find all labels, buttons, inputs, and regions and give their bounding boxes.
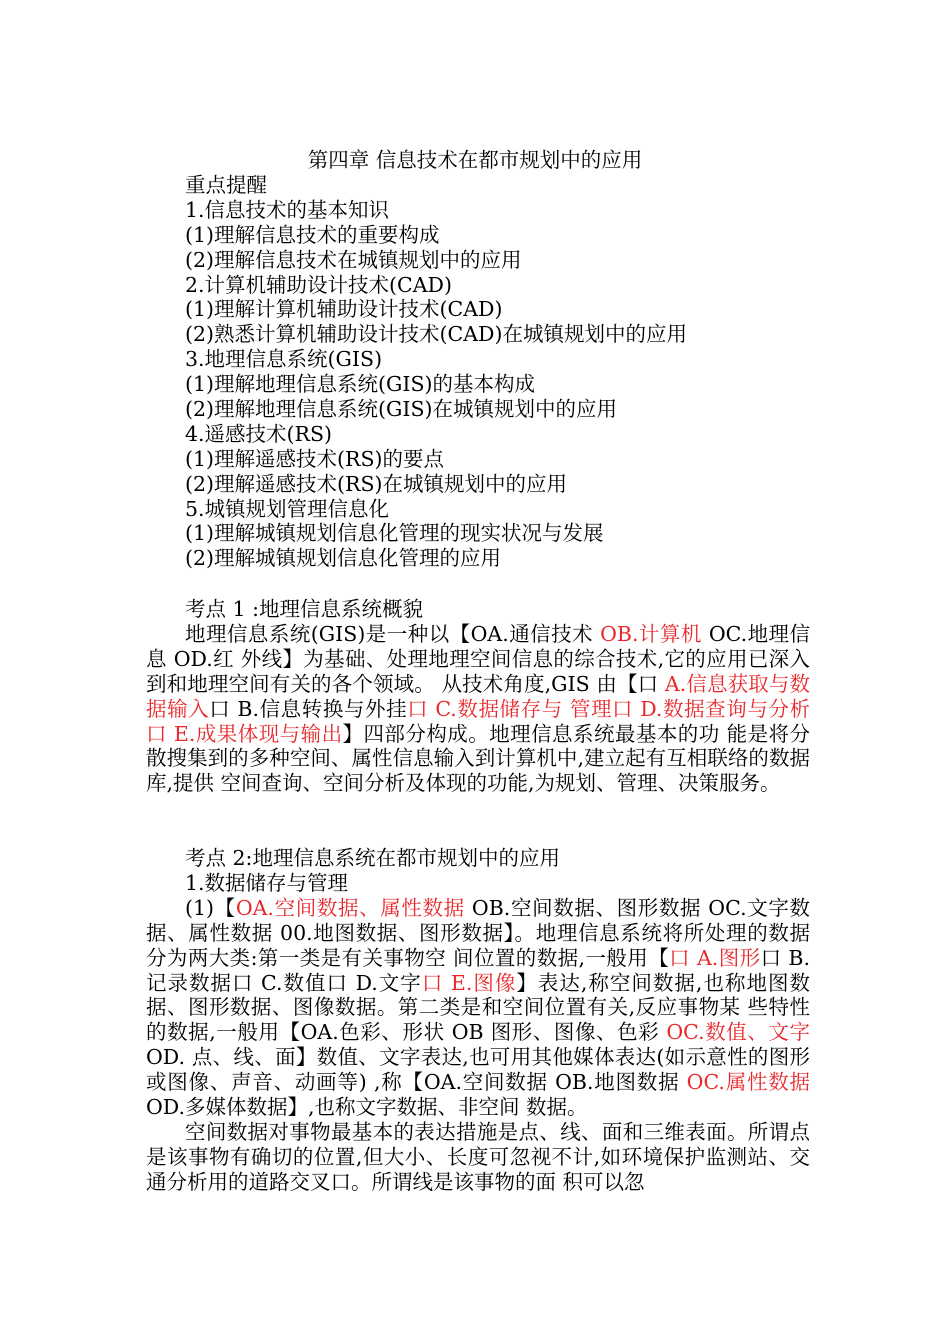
text-run: OC.地理信息 OD.红 外线】为基础、处理地理空间信息的综合技术,它的应用已深入到和地理空间有关的各个领域。 从技术角度,GIS 由【口 bbox=[146, 621, 811, 696]
text-run: 口 B.记录数据口 C.数值口 D.文字 bbox=[146, 945, 810, 995]
key-points-outline bbox=[185, 173, 687, 571]
text-run: 】四部分构成。地理信息系统最基本的功 能是将分散搜集到的多种空间、属性信息输入到计算机中,建立起有互相联络的数据库,提供 空间查询、空间分析及体现的功能,为规划、管理、决策服务。 bbox=[146, 721, 811, 796]
section-heading: 考点 1 :地理信息系统概貌 bbox=[185, 597, 423, 621]
answer-highlight: A.信息获取与数据输入 bbox=[146, 671, 810, 721]
answer-highlight: OC.属性数据 bbox=[686, 1070, 811, 1095]
answer-highlight: OC.数值、文字 bbox=[666, 1020, 810, 1045]
outline-item: 3.地理信息系统(GIS) bbox=[185, 347, 383, 372]
outline-item: 4.遥感技术(RS) bbox=[185, 421, 333, 446]
text-run: 】表达,称空间数据,也称地图数据、图形数据、图像数据。第二类是和空间位置有关,反应事物某 些特性的数据,一般用【OA.色彩、形状 OB 图形、图像、色彩 bbox=[146, 970, 810, 1045]
outline-item: (2)理解城镇规划信息化管理的应用 bbox=[185, 546, 502, 571]
chapter-title: 第四章 信息技术在都市规划中的应用 bbox=[307, 148, 643, 172]
outline-item: (2)理解遥感技术(RS)在城镇规划中的应用 bbox=[185, 471, 568, 496]
outline-item: 2.计算机辅助设计技术(CAD) bbox=[185, 272, 452, 297]
answer-highlight: 口 E.图像 bbox=[421, 970, 517, 995]
outline-item: (2)理解地理信息系统(GIS)在城镇规划中的应用 bbox=[185, 397, 618, 422]
text-run: OD. 点、线、面】数值、文字表达,也可用其他媒体表达(如示意性的图形或图像、声音、动画等) ,称【OA.空间数据 OB.地图数据 bbox=[146, 1045, 810, 1095]
section-heading: 考点 2:地理信息系统在都市规划中的应用 bbox=[185, 846, 560, 870]
answer-highlight: OA.空间数据、属性数据 bbox=[235, 895, 465, 920]
answer-highlight: 口 A.图形 bbox=[669, 945, 761, 970]
outline-heading: 重点提醒 bbox=[185, 173, 267, 197]
outline-item: (1)理解城镇规划信息化管理的现实状况与发展 bbox=[185, 521, 604, 546]
section-gis-planning-application bbox=[146, 846, 810, 1195]
paragraph bbox=[146, 622, 810, 796]
text-run: OD.多媒体数据】,也称文字数据、非空间 数据。 bbox=[146, 1095, 588, 1120]
answer-highlight: OB.计算机 bbox=[600, 621, 702, 646]
text-run: 口 B.信息转换与外挂 bbox=[209, 696, 408, 721]
outline-item: 5.城镇规划管理信息化 bbox=[185, 496, 390, 521]
outline-item: (1)理解计算机辅助设计技术(CAD) bbox=[185, 297, 503, 322]
subsection-heading: 1.数据储存与管理 bbox=[185, 870, 349, 895]
text-run: 地理信息系统(GIS)是一种以【OA.通信技术 bbox=[185, 621, 601, 646]
outline-item: 1.信息技术的基本知识 bbox=[185, 197, 390, 222]
answer-highlight: 口 C.数据储存与 管理口 D.数据查询与分析口 E.成果体现与输出 bbox=[146, 696, 810, 746]
outline-item: (1)理解遥感技术(RS)的要点 bbox=[185, 446, 445, 471]
outline-item: (1)理解信息技术的重要构成 bbox=[185, 222, 440, 247]
paragraph: 空间数据对事物最基本的表达措施是点、线、面和三维表面。所谓点是该事物有确切的位置,但大小、长度可忽视不计,如环境保护监测站、交通分析用的道路交叉口。所谓线是该事物的面 积可以忽 bbox=[146, 1119, 810, 1194]
outline-item: (1)理解地理信息系统(GIS)的基本构成 bbox=[185, 372, 536, 397]
text-run: (1)【 bbox=[185, 895, 236, 920]
outline-item: (2)熟悉计算机辅助设计技术(CAD)在城镇规划中的应用 bbox=[185, 322, 687, 347]
paragraph bbox=[146, 896, 810, 1120]
section-gis-overview bbox=[146, 597, 810, 796]
outline-item: (2)理解信息技术在城镇规划中的应用 bbox=[185, 247, 522, 272]
text-run: OB.空间数据、图形数据 OC.文字数据、属性数据 00.地图数据、图形数据】。地理信息系统将所处理的数据分为两大类:第一类是有关事物空 间位置的数据,一般用【 bbox=[146, 895, 810, 970]
